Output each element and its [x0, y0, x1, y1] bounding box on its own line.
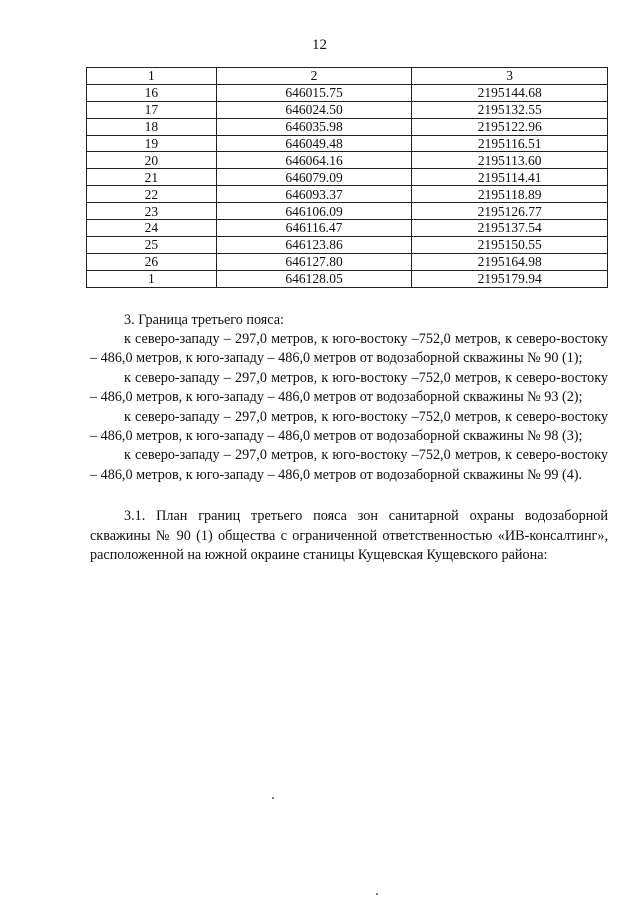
y-coordinate-cell: 2195113.60 — [412, 152, 608, 169]
x-coordinate-cell: 646116.47 — [216, 220, 412, 237]
table-row — [87, 270, 608, 287]
y-coordinate-cell: 2195132.55 — [412, 101, 608, 118]
y-coordinate-cell: 2195137.54 — [412, 220, 608, 237]
point-number-cell: 24 — [87, 220, 217, 237]
page-number: 12 — [312, 37, 327, 53]
boundary-text — [90, 330, 608, 565]
table-row — [87, 186, 608, 203]
table-row — [87, 135, 608, 152]
y-coordinate-cell: 2195118.89 — [412, 186, 608, 203]
point-number-cell: 20 — [87, 152, 217, 169]
x-coordinate-cell: 646035.98 — [216, 118, 412, 135]
coordinates-table — [86, 67, 608, 288]
x-coordinate-cell: 646093.37 — [216, 186, 412, 203]
x-coordinate-cell: 646049.48 — [216, 135, 412, 152]
boundary-paragraph: к северо-западу – 297,0 метров, к юго-востоку –752,0 метров, к северо-востоку – 486,0 метров, к юго-западу – 486,0 метров от водозаборной скважины № 90 (1); — [90, 331, 608, 367]
point-number-cell: 22 — [87, 186, 217, 203]
column-header: 1 — [87, 68, 217, 85]
x-coordinate-cell: 646128.05 — [216, 270, 412, 287]
column-header: 2 — [216, 68, 412, 85]
y-coordinate-cell: 2195116.51 — [412, 135, 608, 152]
boundary-paragraph: к северо-западу – 297,0 метров, к юго-востоку –752,0 метров, к северо-востоку – 486,0 метров, к юго-западу – 486,0 метров от водозаборной скважины № 98 (3); — [90, 408, 608, 445]
scan-speck — [272, 797, 274, 799]
point-number-cell: 21 — [87, 169, 217, 186]
table-row — [87, 152, 608, 169]
point-number-cell: 16 — [87, 84, 217, 101]
x-coordinate-cell: 646015.75 — [216, 84, 412, 101]
point-number-cell: 25 — [87, 236, 217, 253]
y-coordinate-cell: 2195114.41 — [412, 169, 608, 186]
table-row — [87, 220, 608, 237]
point-number-cell: 18 — [87, 118, 217, 135]
boundary-paragraph: к северо-западу – 297,0 метров, к юго-востоку –752,0 метров, к северо-востоку – 486,0 метров, к юго-западу – 486,0 метров от водозаборной скважины № 93 (2); — [90, 369, 608, 406]
column-header: 3 — [412, 68, 608, 85]
table-row — [87, 203, 608, 220]
y-coordinate-cell: 2195179.94 — [412, 270, 608, 287]
section-heading: 3. Граница третьего пояса: — [124, 312, 284, 328]
x-coordinate-cell: 646106.09 — [216, 203, 412, 220]
y-coordinate-cell: 2195144.68 — [412, 84, 608, 101]
point-number-cell: 19 — [87, 135, 217, 152]
x-coordinate-cell: 646079.09 — [216, 169, 412, 186]
y-coordinate-cell: 2195164.98 — [412, 253, 608, 270]
x-coordinate-cell: 646127.80 — [216, 253, 412, 270]
subsection-paragraph: 3.1. План границ третьего пояса зон санитарной охраны водозаборной скважины № 90 (1) общества с ограниченной ответственностью «ИВ-консалтинг», расположенной на южной окраине станицы Кущевская Кущевского района: — [90, 508, 608, 564]
table-row — [87, 101, 608, 118]
y-coordinate-cell: 2195122.96 — [412, 118, 608, 135]
point-number-cell: 17 — [87, 101, 217, 118]
y-coordinate-cell: 2195126.77 — [412, 203, 608, 220]
boundary-paragraph: к северо-западу – 297,0 метров, к юго-востоку –752,0 метров, к северо-востоку – 486,0 метров, к юго-западу – 486,0 метров от водозаборной скважины № 99 (4). — [90, 447, 608, 483]
x-coordinate-cell: 646064.16 — [216, 152, 412, 169]
x-coordinate-cell: 646024.50 — [216, 101, 412, 118]
point-number-cell: 23 — [87, 203, 217, 220]
table-row — [87, 169, 608, 186]
table-header-row — [87, 68, 608, 85]
scan-speck — [376, 893, 378, 895]
point-number-cell: 1 — [87, 270, 217, 287]
point-number-cell: 26 — [87, 253, 217, 270]
x-coordinate-cell: 646123.86 — [216, 236, 412, 253]
table-row — [87, 84, 608, 101]
y-coordinate-cell: 2195150.55 — [412, 236, 608, 253]
spacer — [90, 485, 608, 507]
table-row — [87, 118, 608, 135]
table-row — [87, 236, 608, 253]
table-row — [87, 253, 608, 270]
